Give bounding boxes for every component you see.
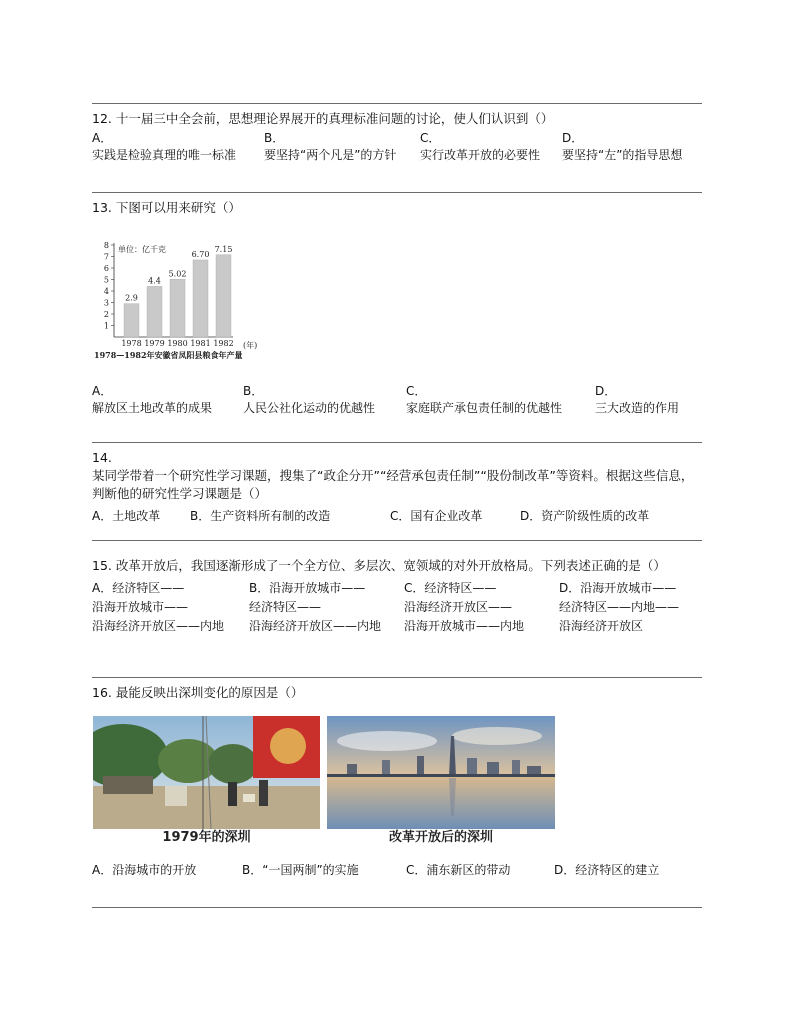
- divider: [92, 677, 702, 678]
- question-stem: 16. 最能反映出深圳变化的原因是（）: [92, 685, 304, 700]
- bar-1978: [124, 304, 139, 337]
- question-stem: 15. 改革开放后，我国逐渐形成了一个全方位、多层次、宽领域的对外开放格局。下列表述正确的是（）: [92, 558, 666, 573]
- option-d[interactable]: D．沿海开放城市—— 经济特区——内地—— 沿海经济开放区: [559, 581, 680, 633]
- option-a[interactable]: A．土地改革: [92, 509, 161, 523]
- divider: [92, 192, 702, 193]
- y-tick-label: 5: [103, 275, 109, 285]
- option-d[interactable]: D．资产阶级性质的改革: [520, 509, 650, 523]
- option-c[interactable]: C． 实行改革开放的必要性: [420, 131, 541, 162]
- y-tick-label: 2: [103, 310, 109, 319]
- option-d[interactable]: D． 三大改造的作用: [595, 384, 680, 415]
- photo-caption: 1979年的深圳: [93, 829, 320, 847]
- chart-x-unit: (年): [243, 341, 258, 350]
- option-c[interactable]: C．浦东新区的带动: [406, 863, 511, 877]
- x-tick-label: 1980: [167, 339, 188, 348]
- option-c[interactable]: C．经济特区—— 沿海经济开放区—— 沿海开放城市——内地: [404, 581, 525, 633]
- question-13: [92, 199, 704, 217]
- question-13-options: [92, 381, 704, 419]
- street-scene-image: [93, 716, 320, 829]
- shenzhen-1979-photo: [93, 716, 320, 847]
- question-16: [92, 684, 704, 702]
- chart-unit-label: 单位：亿千克: [118, 245, 166, 254]
- bar-value-label: 5.02: [168, 269, 187, 279]
- bar-value-label: 4.4: [148, 276, 161, 286]
- x-tick-label: 1979: [144, 339, 165, 348]
- photo-caption: 改革开放后的深圳: [327, 829, 555, 847]
- divider: [92, 442, 702, 443]
- option-a[interactable]: A． 实践是检验真理的唯一标准: [92, 131, 237, 162]
- question-stem: 12. 十一届三中全会前，思想理论界展开的真理标准问题的讨论，使人们认识到（）: [92, 111, 554, 126]
- question-stem: 13. 下图可以用来研究（）: [92, 200, 241, 215]
- x-tick-label: 1981: [190, 339, 211, 348]
- option-d[interactable]: D． 要坚持“左”的指导思想: [562, 131, 683, 162]
- option-b[interactable]: B． 要坚持“两个凡是”的方针: [264, 131, 397, 162]
- option-d[interactable]: D．经济特区的建立: [554, 863, 660, 877]
- skyline-image: [327, 716, 555, 829]
- bar-1981: [193, 260, 208, 337]
- option-c[interactable]: C．国有企业改革: [390, 509, 483, 523]
- shenzhen-reform-photo: [327, 716, 555, 847]
- option-a[interactable]: A．沿海城市的开放: [92, 863, 197, 877]
- chart-caption: 1978—1982年安徽省凤阳县粮食年产量: [94, 350, 243, 360]
- y-tick-label: 3: [103, 298, 109, 308]
- bar-value-label: 6.70: [191, 249, 210, 259]
- option-b[interactable]: B． 人民公社化运动的优越性: [243, 384, 376, 415]
- y-tick-label: 8: [103, 241, 109, 250]
- bar-1980: [170, 279, 185, 337]
- y-tick-label: 4: [103, 287, 109, 296]
- question-stem: 某同学带着一个研究性学习课题，搜集了“政企分开”“经营承包责任制”“股份制改革”等资料。根据这些信息，判断他的研究性学习课题是（）: [92, 468, 694, 501]
- bar-1982: [216, 255, 231, 337]
- divider: [92, 103, 702, 104]
- x-tick-label: 1982: [213, 339, 234, 348]
- divider: [92, 907, 702, 908]
- option-b[interactable]: B．“一国两制”的实施: [242, 863, 359, 877]
- y-tick-label: 1: [103, 321, 109, 331]
- grain-output-chart: [92, 238, 282, 362]
- option-a[interactable]: A． 解放区土地改革的成果: [92, 384, 213, 415]
- option-b[interactable]: B．沿海开放城市—— 经济特区—— 沿海经济开放区——内地: [249, 581, 382, 633]
- question-12: [92, 110, 704, 166]
- y-tick-label: 6: [103, 264, 109, 273]
- option-b[interactable]: B．生产资料所有制的改造: [190, 509, 331, 523]
- bar-value-label: 7.15: [214, 244, 233, 254]
- question-number: 14.: [92, 450, 112, 465]
- question-14: [92, 449, 704, 527]
- bar-1979: [147, 286, 162, 337]
- option-c[interactable]: C． 家庭联产承包责任制的优越性: [406, 384, 563, 415]
- question-15: [92, 557, 704, 639]
- x-tick-label: 1978: [121, 339, 142, 348]
- divider: [92, 540, 702, 541]
- bar-value-label: 2.9: [125, 293, 138, 303]
- y-tick-label: 7: [103, 252, 109, 262]
- question-16-options: [92, 861, 704, 881]
- option-a[interactable]: A．经济特区—— 沿海开放城市—— 沿海经济开放区——内地: [92, 581, 225, 633]
